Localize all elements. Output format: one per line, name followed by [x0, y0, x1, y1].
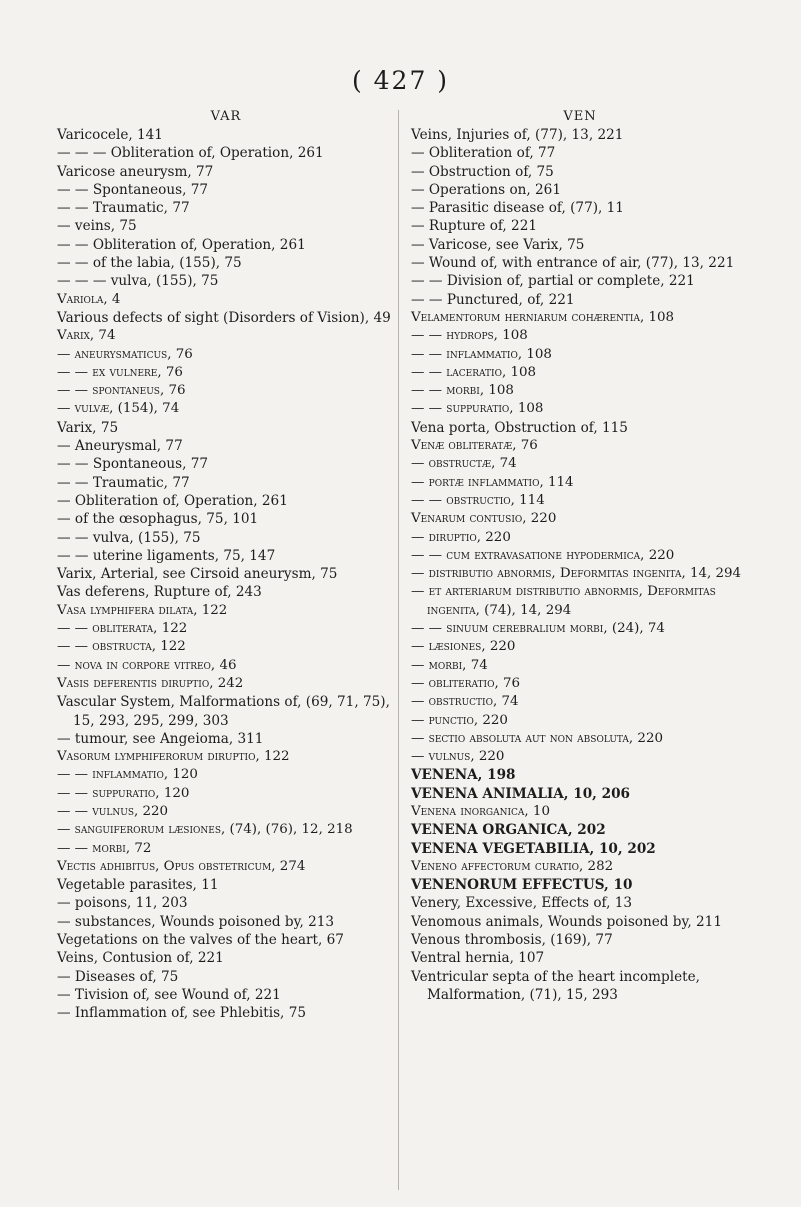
- index-entry: — — — Obliteration of, Operation, 261: [57, 145, 324, 162]
- index-entry: Vasis deferentis diruptio, 242: [57, 675, 244, 691]
- index-entry: VENENA ANIMALIA, 10, 206: [411, 785, 631, 802]
- index-entry: VENENORUM EFFECTUS, 10: [411, 877, 633, 894]
- index-entry: — læsiones, 220: [411, 639, 516, 655]
- index-entry: — substances, Wounds poisoned by, 213: [57, 913, 335, 930]
- index-entry: Vascular System, Malformations of, (69, 71, 75), 15, 293, 295, 299, 303: [57, 694, 390, 729]
- index-entry: — — inflammatio, 120: [57, 767, 198, 783]
- left-entry-list: [57, 126, 395, 1023]
- index-entry: — — cum extravasatione hypodermica, 220: [411, 547, 675, 563]
- index-entry: — poisons, 11, 203: [57, 895, 188, 912]
- index-entry: Varix, Arterial, see Cirsoid aneurysm, 75: [57, 566, 338, 583]
- left-column-header: VAR: [210, 109, 242, 124]
- index-entry: — — hydrops, 108: [411, 328, 528, 344]
- index-entry: — — uterine ligaments, 75, 147: [57, 547, 276, 564]
- index-entry: Varicocele, 141: [57, 127, 163, 143]
- index-entry: Varicose aneurysm, 77: [57, 163, 214, 180]
- index-entry: Vegetations on the valves of the heart, 67: [57, 932, 344, 949]
- index-entry: — aneurysmaticus, 76: [57, 346, 193, 362]
- index-entry: VENENA ORGANICA, 202: [411, 822, 606, 839]
- index-entry: Venery, Excessive, Effects of, 13: [411, 895, 633, 912]
- index-entry: — Aneurysmal, 77: [57, 438, 183, 455]
- index-entry: — veins, 75: [57, 218, 137, 235]
- index-entry: Vasa lymphifera dilata, 122: [57, 602, 228, 618]
- index-entry: Vasorum lymphiferorum diruptio, 122: [57, 749, 290, 765]
- index-entry: — — ex vulnere, 76: [57, 364, 183, 380]
- index-entry: — Wound of, with entrance of air, (77), 13, 221: [411, 255, 735, 272]
- index-entry: — sanguiferorum læsiones, (74), (76), 12, 218: [57, 822, 353, 838]
- index-entry: — Parasitic disease of, (77), 11: [411, 200, 624, 217]
- index-entry: Variola, 4: [57, 291, 121, 307]
- index-entry: Vectis adhibitus, Opus obstetricum, 274: [57, 858, 306, 874]
- right-column: [411, 108, 749, 1004]
- column-divider: [398, 110, 399, 1190]
- index-entry: — sectio absoluta aut non absoluta, 220: [411, 730, 663, 746]
- index-entry: — Obliteration of, Operation, 261: [57, 492, 288, 509]
- index-entry: — — Division of, partial or complete, 221: [411, 273, 695, 290]
- index-entry: — obstructio, 74: [411, 694, 519, 710]
- index-entry: Vas deferens, Rupture of, 243: [57, 584, 262, 601]
- index-entry: — nova in corpore vitreo, 46: [57, 657, 237, 673]
- index-entry: — distributio abnormis, Deformitas ingenita, 14, 294: [411, 566, 742, 582]
- index-entry: — — morbi, 72: [57, 840, 152, 856]
- index-entry: — — inflammatio, 108: [411, 346, 552, 362]
- right-entry-list: [411, 126, 749, 1004]
- index-entry: — — obliterata, 122: [57, 621, 188, 637]
- index-entry: — — Spontaneous, 77: [57, 181, 209, 198]
- index-entry: — diruptio, 220: [411, 529, 511, 545]
- index-entry: Varix, 75: [57, 419, 119, 436]
- index-entry: Venarum contusio, 220: [411, 511, 557, 527]
- index-entry: — — Punctured, of, 221: [411, 291, 575, 308]
- index-entry: — — Obliteration of, Operation, 261: [57, 236, 306, 253]
- page-number: ( 427 ): [351, 66, 450, 95]
- index-entry: — — morbi, 108: [411, 383, 514, 399]
- index-entry: Ventricular septa of the heart incomplete, Malformation, (71), 15, 293: [411, 968, 700, 1003]
- left-column: [57, 108, 395, 1023]
- index-entry: — Diseases of, 75: [57, 968, 179, 985]
- index-entry: Vena porta, Obstruction of, 115: [411, 419, 628, 436]
- index-entry: Venena inorganica, 10: [411, 803, 550, 819]
- index-entry: — Obstruction of, 75: [411, 163, 554, 180]
- index-entry: — portæ inflammatio, 114: [411, 474, 574, 490]
- index-entry: Veins, Injuries of, (77), 13, 221: [411, 127, 624, 143]
- index-entry: — — Traumatic, 77: [57, 474, 190, 491]
- index-entry: — — vulva, (155), 75: [57, 529, 201, 546]
- index-entry: — — Spontaneous, 77: [57, 456, 209, 473]
- index-entry: — Inflammation of, see Phlebitis, 75: [57, 1005, 306, 1022]
- index-entry: — vulvæ, (154), 74: [57, 401, 180, 417]
- index-entry: — — suppuratio, 120: [57, 785, 190, 801]
- index-entry: VENENA VEGETABILIA, 10, 202: [411, 840, 656, 857]
- index-entry: Velamentorum herniarum cohærentia, 108: [411, 309, 675, 325]
- index-entry: — et arteriarum distributio abnormis, Deformitas ingenita, (74), 14, 294: [411, 584, 716, 618]
- index-entry: Various defects of sight (Disorders of Vision), 49: [57, 309, 391, 326]
- index-entry: — — of the labia, (155), 75: [57, 255, 242, 272]
- index-entry: — — Traumatic, 77: [57, 200, 190, 217]
- index-entry: — of the œsophagus, 75, 101: [57, 511, 259, 528]
- index-entry: — — sinuum cerebralium morbi, (24), 74: [411, 621, 665, 637]
- index-entry: — Obliteration of, 77: [411, 145, 556, 162]
- index-entry: — morbi, 74: [411, 657, 488, 673]
- index-entry: — punctio, 220: [411, 712, 508, 728]
- index-entry: — vulnus, 220: [411, 749, 505, 765]
- index-entry: — obliteratio, 76: [411, 675, 521, 691]
- index-entry: — Tivision of, see Wound of, 221: [57, 986, 281, 1003]
- index-entry: Veneno affectorum curatio, 282: [411, 858, 614, 874]
- index-entry: — — laceratio, 108: [411, 364, 537, 380]
- index-entry: Veins, Contusion of, 221: [57, 950, 224, 967]
- index-entry: — obstructæ, 74: [411, 456, 517, 472]
- index-entry: Venæ obliteratæ, 76: [411, 438, 538, 454]
- index-entry: — Operations on, 261: [411, 181, 561, 198]
- index-entry: — — suppuratio, 108: [411, 401, 544, 417]
- index-entry: Varix, 74: [57, 328, 116, 344]
- index-entry: — Rupture of, 221: [411, 218, 538, 235]
- index-entry: — tumour, see Angeioma, 311: [57, 730, 264, 747]
- index-entry: Vegetable parasites, 11: [57, 877, 219, 894]
- right-column-header: VEN: [563, 109, 597, 124]
- index-entry: — Varicose, see Varix, 75: [411, 236, 585, 253]
- index-entry: VENENA, 198: [411, 767, 516, 784]
- index-entry: Ventral hernia, 107: [411, 950, 545, 967]
- index-entry: — — — vulva, (155), 75: [57, 273, 219, 290]
- index-entry: Venous thrombosis, (169), 77: [411, 932, 613, 949]
- index-entry: — — vulnus, 220: [57, 803, 169, 819]
- index-entry: Venomous animals, Wounds poisoned by, 211: [411, 913, 722, 930]
- index-entry: — — obstructa, 122: [57, 639, 186, 655]
- index-entry: — — obstructio, 114: [411, 492, 545, 508]
- index-entry: — — spontaneus, 76: [57, 383, 186, 399]
